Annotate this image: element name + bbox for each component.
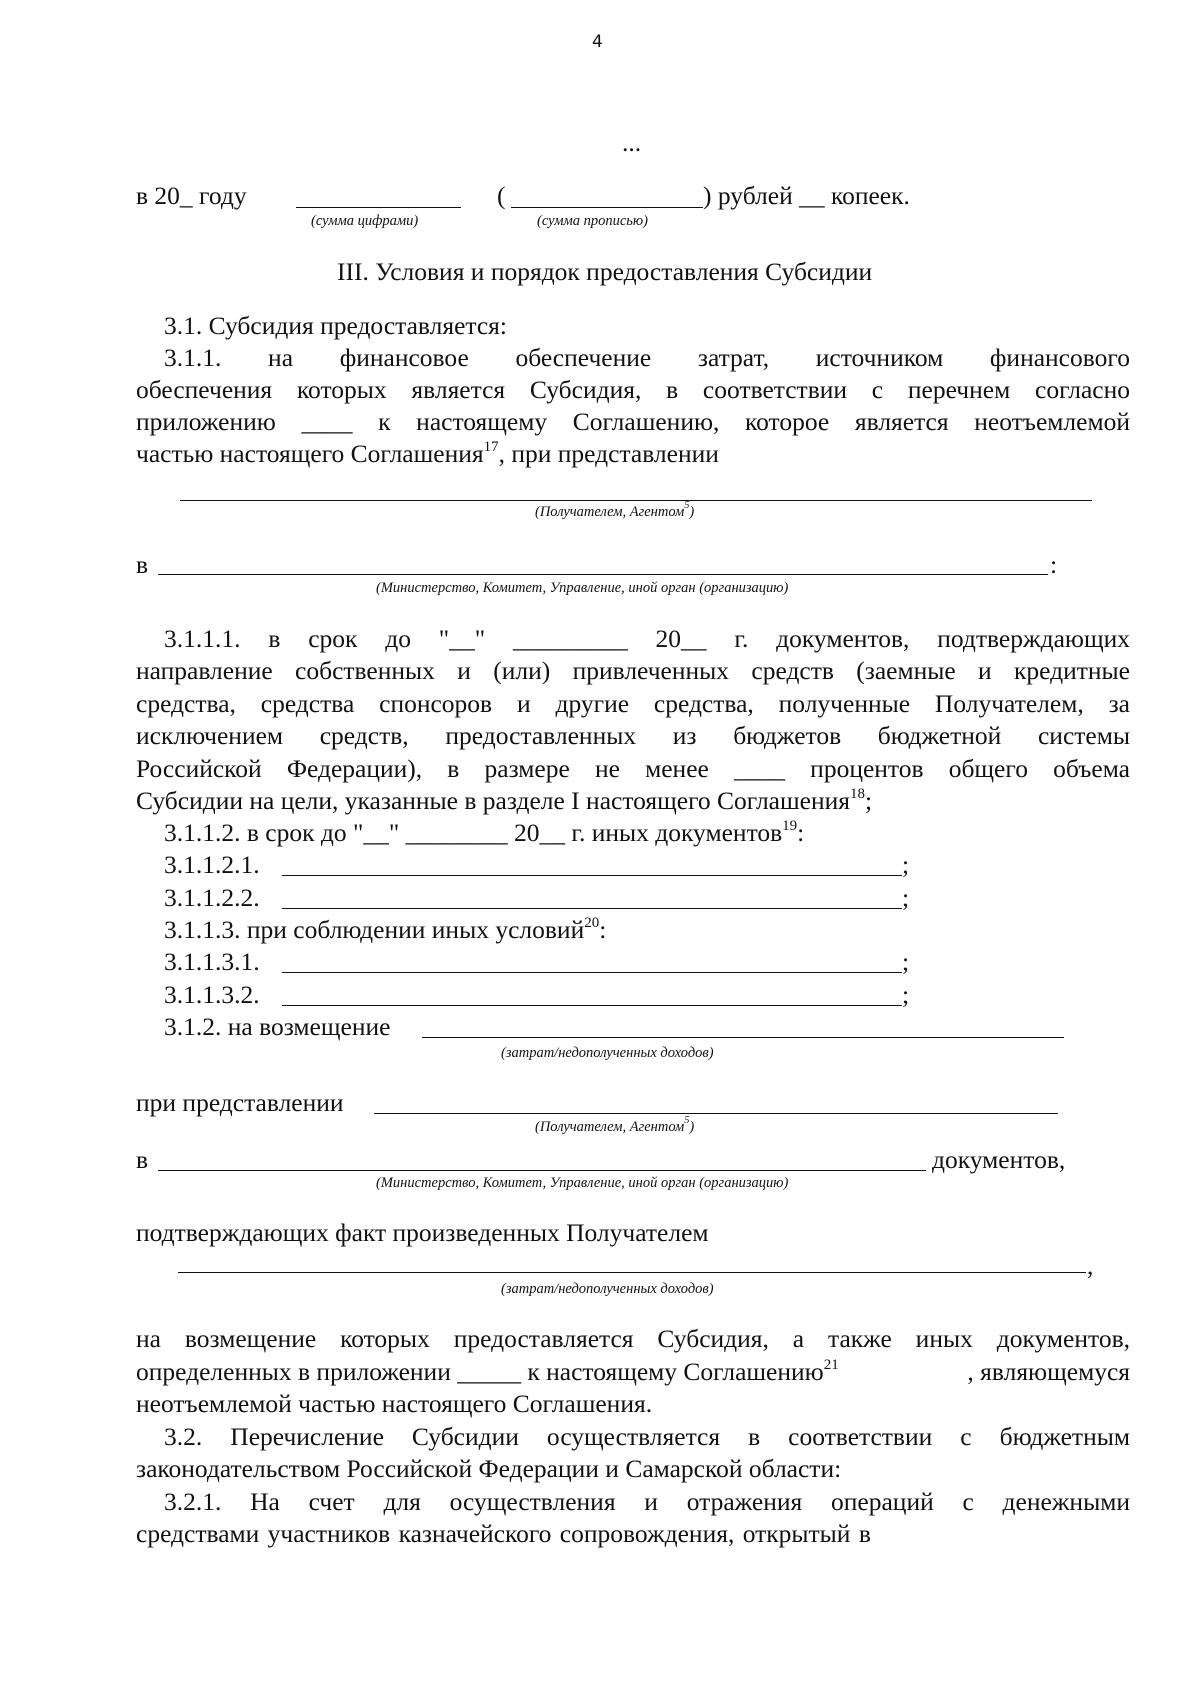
clause-3-2-line2: законодательством Российской Федерации и Самарской области: <box>136 1454 842 1483</box>
clause-3-1-1-1-line4: исключением средств, предоставленных из бюджетов бюджетной системы <box>136 721 1130 750</box>
text <box>136 1356 839 1386</box>
clause-3-1-1-line1 <box>164 345 1130 371</box>
comma: , <box>1087 1251 1094 1280</box>
caption-recipient-2 <box>535 1115 695 1135</box>
clause-3-1-1-3-1-line[interactable] <box>282 972 902 973</box>
sum-year-label: в 20_ году <box>136 181 247 210</box>
text: 3.1.1.2. в срок до "__" ________ 20__ г. иных документов <box>164 818 783 847</box>
clause-3-1-1-1-line5: Российской Федерации), в размере не менее ____ процентов общего объема <box>136 754 1130 783</box>
text: ) <box>689 504 695 520</box>
pri-predstavlenii: при представлении <box>136 1088 344 1117</box>
clause-3-1-1-2-2-line[interactable] <box>282 908 902 909</box>
clause-3-1-1-line3: приложению ____ к настоящему Соглашению, которое является неотъемлемой <box>136 407 1130 436</box>
semicolon: ; <box>902 947 910 976</box>
text: : <box>797 818 805 847</box>
sum-rub-kop: ) рублей __ копеек. <box>703 181 910 210</box>
text: 3.1.1.3. при соблюдении иных условий <box>164 915 585 944</box>
text: , при представлении <box>498 439 719 468</box>
clause-3-1-1-1-line3: средства, средства спонсоров и другие средства, полученные Получателем, за <box>136 689 1130 718</box>
clause-3-1-1-3-1: 3.1.1.3.1. <box>164 947 260 976</box>
caption-ministry-2: (Министерство, Комитет, Управление, иной орган (организацию) <box>376 1175 789 1191</box>
clause-3-1-1-2-2: 3.1.1.2.2. <box>164 883 260 912</box>
documents-label: документов, <box>932 1145 1066 1174</box>
ellipsis: ... <box>622 128 642 157</box>
clause-3-1-1-1-line2: направление собственных и (или) привлеченных средств (заемные и кредитные <box>136 656 1130 685</box>
footnote-18: 18 <box>849 785 865 802</box>
v-prefix: в <box>136 550 149 579</box>
recipient-line-2[interactable] <box>374 1113 1058 1114</box>
semicolon: ; <box>902 883 910 912</box>
recipient-line[interactable] <box>180 500 1092 501</box>
text: , являющемуся <box>967 1357 1130 1386</box>
clause-3-1-1-3 <box>164 914 607 944</box>
footnote-20: 20 <box>584 914 600 931</box>
sum-open-paren: ( <box>497 181 506 210</box>
clause-3-1-1-3-2: 3.1.1.3.2. <box>164 980 260 1009</box>
text: частью настоящего Соглашения <box>136 439 484 468</box>
clause-3-1-2: 3.1.2. на возмещение <box>164 1012 391 1041</box>
ministry-line-2[interactable] <box>158 1170 926 1171</box>
text: : <box>599 915 607 944</box>
text: Субсидии на цели, указанные в разделе I настоящего Соглашения <box>136 786 850 815</box>
section-title: III. Условия и порядок предоставления Субсидии <box>337 257 873 286</box>
colon: : <box>1050 550 1058 579</box>
footnote-19: 19 <box>782 817 798 834</box>
footnote-17: 17 <box>483 438 499 455</box>
text: ) <box>689 1119 695 1135</box>
ministry-line[interactable] <box>158 574 1048 575</box>
clause-3-1-1-3-2-line[interactable] <box>282 1005 902 1006</box>
word: финансовое <box>339 343 469 372</box>
page-number: 4 <box>592 32 603 52</box>
costs-line-2[interactable] <box>178 1272 1086 1273</box>
footnote-5: 5 <box>684 1115 690 1127</box>
word: обеспечение <box>515 343 652 372</box>
clause-3-2-1-line2: средствами участников казначейского сопровождения, открытый в <box>136 1519 871 1548</box>
tail-line1: на возмещение которых предоставляется Субсидия, а также иных документов, <box>136 1324 1130 1353</box>
text: (Получателем, Агентом <box>535 1119 685 1135</box>
clause-3-1-1-1-line6 <box>136 785 873 815</box>
sum-words-line[interactable] <box>511 207 703 208</box>
caption-costs-2: (затрат/недополученных доходов) <box>501 1281 714 1297</box>
word: источником <box>815 343 944 372</box>
tail-line2 <box>136 1356 1130 1386</box>
semicolon: ; <box>902 980 910 1009</box>
word: на <box>268 343 294 372</box>
clause-3-1-1-line4 <box>136 438 719 468</box>
clause-3-1-1-2-1-line[interactable] <box>282 875 902 876</box>
caption-costs: (затрат/недополученных доходов) <box>501 1045 714 1061</box>
word: затрат, <box>697 343 770 372</box>
clause-3-1-1-1-line1: 3.1.1.1. в срок до "__" _________ 20__ г. документов, подтверждающих <box>164 624 1130 653</box>
clause-3-2-line1: 3.2. Перечисление Субсидии осуществляется в соответствии с бюджетным <box>164 1422 1130 1451</box>
clause-3-1-2-line[interactable] <box>422 1037 1064 1038</box>
clause-3-1: 3.1. Субсидия предоставляется: <box>164 311 507 340</box>
v-prefix-2: в <box>136 1145 149 1174</box>
footnote-21: 21 <box>823 1356 839 1373</box>
text: ; <box>864 786 873 815</box>
word: 3.1.1. <box>164 343 222 372</box>
clause-3-1-1-2 <box>164 817 805 847</box>
sum-digits-line[interactable] <box>296 207 461 208</box>
clause-3-2-1-line1: 3.2.1. На счет для осуществления и отражения операций с денежными <box>164 1487 1130 1516</box>
caption-sum-digits: (сумма цифрами) <box>311 213 419 229</box>
confirm-text: подтверждающих факт произведенных Получателем <box>136 1218 709 1247</box>
clause-3-1-1-2-1: 3.1.1.2.1. <box>164 850 260 879</box>
semicolon: ; <box>902 850 910 879</box>
caption-sum-words: (сумма прописью) <box>537 213 648 229</box>
footnote-5: 5 <box>684 500 690 512</box>
caption-ministry: (Министерство, Комитет, Управление, иной орган (организацию) <box>376 580 789 596</box>
caption-recipient <box>535 500 695 520</box>
clause-3-1-1-line2: обеспечения которых является Субсидия, в соответствии с перечнем согласно <box>136 375 1130 404</box>
text: (Получателем, Агентом <box>535 504 685 520</box>
tail-line3: неотъемлемой частью настоящего Соглашения. <box>136 1389 653 1418</box>
text: определенных в приложении _____ к настоящему Соглашению <box>136 1357 824 1386</box>
word: финансового <box>989 343 1130 372</box>
